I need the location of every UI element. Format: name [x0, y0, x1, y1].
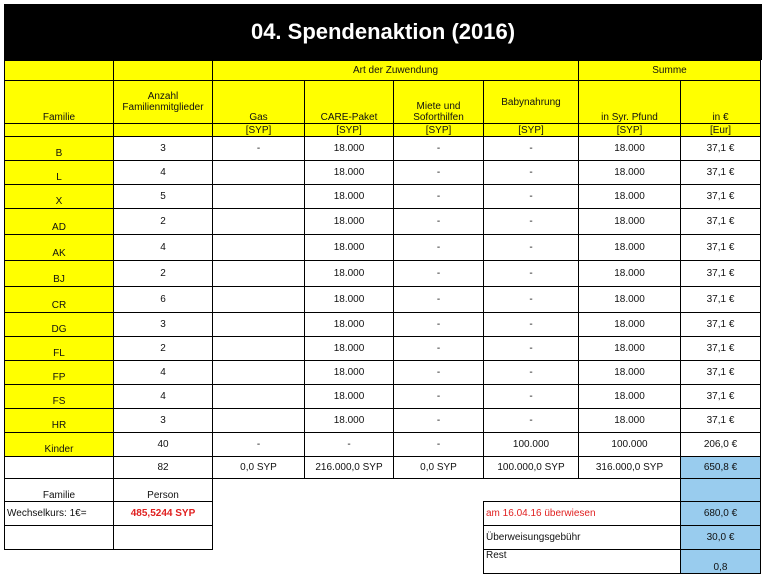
cell-gas	[213, 261, 305, 287]
cell-eur: 37,1 €	[681, 313, 761, 337]
cell-syp: 18.000	[579, 261, 681, 287]
cell-baby: -	[484, 409, 579, 433]
cell-baby: -	[484, 337, 579, 361]
cell-syp: 18.000	[579, 287, 681, 313]
cell-anzahl: 3	[114, 409, 213, 433]
cell-syp: 18.000	[579, 385, 681, 409]
cell-eur: 37,1 €	[681, 361, 761, 385]
total-care: 216.000,0 SYP	[305, 457, 394, 479]
cell-care: 18.000	[305, 261, 394, 287]
cell-baby: -	[484, 287, 579, 313]
cell-familie: HR	[5, 409, 114, 433]
unit-baby: [SYP]	[484, 124, 579, 137]
cell-familie: L	[5, 161, 114, 185]
gebuehr-value: 30,0 €	[681, 526, 761, 550]
cell-miete: -	[394, 209, 484, 235]
table-row	[5, 137, 761, 161]
total-miete: 0,0 SYP	[394, 457, 484, 479]
donation-table	[4, 60, 761, 574]
cell-eur: 206,0 €	[681, 433, 761, 457]
gebuehr-label: Überweisungsgebühr	[484, 526, 681, 550]
cell-anzahl: 6	[114, 287, 213, 313]
footer-gap-3	[5, 550, 484, 574]
cell-anzahl: 3	[114, 313, 213, 337]
cell-baby: -	[484, 313, 579, 337]
table-row	[5, 287, 761, 313]
table-row	[5, 409, 761, 433]
cell-miete: -	[394, 287, 484, 313]
unit-blank-1	[5, 124, 114, 137]
cell-eur: 37,1 €	[681, 185, 761, 209]
cell-syp: 18.000	[579, 313, 681, 337]
unit-blank-2	[114, 124, 213, 137]
cell-familie: AD	[5, 209, 114, 235]
cell-miete: -	[394, 433, 484, 457]
cell-care: 18.000	[305, 313, 394, 337]
header-blank-2	[114, 61, 213, 81]
cell-gas	[213, 209, 305, 235]
table-row	[5, 185, 761, 209]
page-title: 04. Spendenaktion (2016)	[4, 4, 762, 60]
cell-baby: -	[484, 261, 579, 287]
header-anzahl-line1: Anzahl	[147, 91, 179, 102]
cell-miete: -	[394, 185, 484, 209]
unit-miete: [SYP]	[394, 124, 484, 137]
cell-care: 18.000	[305, 137, 394, 161]
footer-gap-1	[213, 502, 484, 526]
cell-anzahl: 3	[114, 137, 213, 161]
cell-anzahl: 2	[114, 209, 213, 235]
wechselkurs-value: 485,5244 SYP	[114, 502, 213, 526]
cell-familie: B	[5, 137, 114, 161]
cell-miete: -	[394, 161, 484, 185]
cell-baby: -	[484, 137, 579, 161]
cell-familie: FS	[5, 385, 114, 409]
cell-baby: -	[484, 161, 579, 185]
totals-blank	[5, 457, 114, 479]
header-familie: Familie	[5, 81, 114, 124]
header-syr: in Syr. Pfund	[579, 81, 681, 124]
unit-care: [SYP]	[305, 124, 394, 137]
cell-eur: 37,1 €	[681, 137, 761, 161]
cell-miete: -	[394, 361, 484, 385]
footer-blank-2	[5, 526, 114, 550]
ueberwiesen-value: 680,0 €	[681, 502, 761, 526]
cell-anzahl: 2	[114, 337, 213, 361]
ueberwiesen-label: am 16.04.16 überwiesen	[484, 502, 681, 526]
header-blank-1	[5, 61, 114, 81]
cell-familie: DG	[5, 313, 114, 337]
unit-eur: [Eur]	[681, 124, 761, 137]
total-gas: 0,0 SYP	[213, 457, 305, 479]
table-row	[5, 313, 761, 337]
cell-eur: 37,1 €	[681, 409, 761, 433]
cell-familie: X	[5, 185, 114, 209]
unit-gas: [SYP]	[213, 124, 305, 137]
total-baby: 100.000,0 SYP	[484, 457, 579, 479]
total-eur: 650,8 €	[681, 457, 761, 479]
table-row	[5, 161, 761, 185]
cell-care: 18.000	[305, 287, 394, 313]
cell-anzahl: 4	[114, 385, 213, 409]
header-miete-line2: Soforthilfen	[413, 112, 464, 123]
cell-gas: -	[213, 137, 305, 161]
cell-familie: CR	[5, 287, 114, 313]
cell-miete: -	[394, 137, 484, 161]
cell-eur: 37,1 €	[681, 261, 761, 287]
cell-baby: -	[484, 361, 579, 385]
header-miete-line1: Miete und	[416, 101, 461, 112]
data-rows	[5, 137, 761, 457]
cell-familie: FP	[5, 361, 114, 385]
cell-syp: 18.000	[579, 185, 681, 209]
header-anzahl	[114, 81, 213, 124]
cell-baby: -	[484, 235, 579, 261]
cell-familie: Kinder	[5, 433, 114, 457]
footer-blank-blue	[681, 479, 761, 502]
cell-familie: BJ	[5, 261, 114, 287]
cell-miete: -	[394, 313, 484, 337]
cell-eur: 37,1 €	[681, 209, 761, 235]
table-row	[5, 385, 761, 409]
cell-care: 18.000	[305, 361, 394, 385]
cell-gas: -	[213, 433, 305, 457]
cell-baby: 100.000	[484, 433, 579, 457]
cell-baby: -	[484, 209, 579, 235]
cell-anzahl: 40	[114, 433, 213, 457]
wechselkurs-label: Wechselkurs: 1€=	[5, 502, 114, 526]
footer-blank-1	[213, 479, 681, 502]
cell-eur: 37,1 €	[681, 337, 761, 361]
cell-eur: 37,1 €	[681, 385, 761, 409]
table-row	[5, 337, 761, 361]
cell-anzahl: 4	[114, 361, 213, 385]
cell-gas	[213, 235, 305, 261]
totals-and-footer	[5, 457, 761, 574]
cell-gas	[213, 287, 305, 313]
rest-label: Rest	[484, 550, 681, 574]
total-syp: 316.000,0 SYP	[579, 457, 681, 479]
footer-gap-2	[213, 526, 484, 550]
cell-anzahl: 2	[114, 261, 213, 287]
cell-miete: -	[394, 261, 484, 287]
table-row	[5, 433, 761, 457]
cell-gas	[213, 161, 305, 185]
cell-miete: -	[394, 385, 484, 409]
header-anzahl-line2: Familienmitglieder	[122, 102, 204, 113]
cell-anzahl: 4	[114, 235, 213, 261]
cell-baby: -	[484, 185, 579, 209]
cell-syp: 18.000	[579, 209, 681, 235]
total-anzahl: 82	[114, 457, 213, 479]
header-miete	[394, 81, 484, 124]
cell-anzahl: 5	[114, 185, 213, 209]
cell-eur: 37,1 €	[681, 235, 761, 261]
cell-anzahl: 4	[114, 161, 213, 185]
rest-value: 0,8	[681, 550, 761, 574]
header-eur: in €	[681, 81, 761, 124]
cell-syp: 18.000	[579, 137, 681, 161]
table-row	[5, 209, 761, 235]
header-baby: Babynahrung	[484, 81, 579, 124]
cell-care: 18.000	[305, 409, 394, 433]
table-row	[5, 261, 761, 287]
header-summe: Summe	[579, 61, 761, 81]
cell-familie: AK	[5, 235, 114, 261]
unit-syp: [SYP]	[579, 124, 681, 137]
cell-care: 18.000	[305, 235, 394, 261]
cell-syp: 100.000	[579, 433, 681, 457]
cell-miete: -	[394, 409, 484, 433]
cell-care: 18.000	[305, 337, 394, 361]
table-row	[5, 235, 761, 261]
cell-care: 18.000	[305, 385, 394, 409]
cell-syp: 18.000	[579, 361, 681, 385]
cell-care: -	[305, 433, 394, 457]
cell-eur: 37,1 €	[681, 287, 761, 313]
header-art: Art der Zuwendung	[213, 61, 579, 81]
header-gas: Gas	[213, 81, 305, 124]
cell-syp: 18.000	[579, 235, 681, 261]
cell-gas	[213, 337, 305, 361]
cell-eur: 37,1 €	[681, 161, 761, 185]
cell-care: 18.000	[305, 209, 394, 235]
cell-care: 18.000	[305, 161, 394, 185]
cell-syp: 18.000	[579, 409, 681, 433]
cell-care: 18.000	[305, 185, 394, 209]
cell-syp: 18.000	[579, 337, 681, 361]
cell-gas	[213, 313, 305, 337]
cell-gas	[213, 409, 305, 433]
cell-gas	[213, 385, 305, 409]
cell-familie: FL	[5, 337, 114, 361]
header-care: CARE-Paket	[305, 81, 394, 124]
footer-person-label: Person	[114, 479, 213, 502]
table-row	[5, 361, 761, 385]
cell-gas	[213, 185, 305, 209]
cell-miete: -	[394, 337, 484, 361]
cell-syp: 18.000	[579, 161, 681, 185]
footer-blank-3	[114, 526, 213, 550]
cell-baby: -	[484, 385, 579, 409]
footer-familie-label: Familie	[5, 479, 114, 502]
cell-gas	[213, 361, 305, 385]
cell-miete: -	[394, 235, 484, 261]
